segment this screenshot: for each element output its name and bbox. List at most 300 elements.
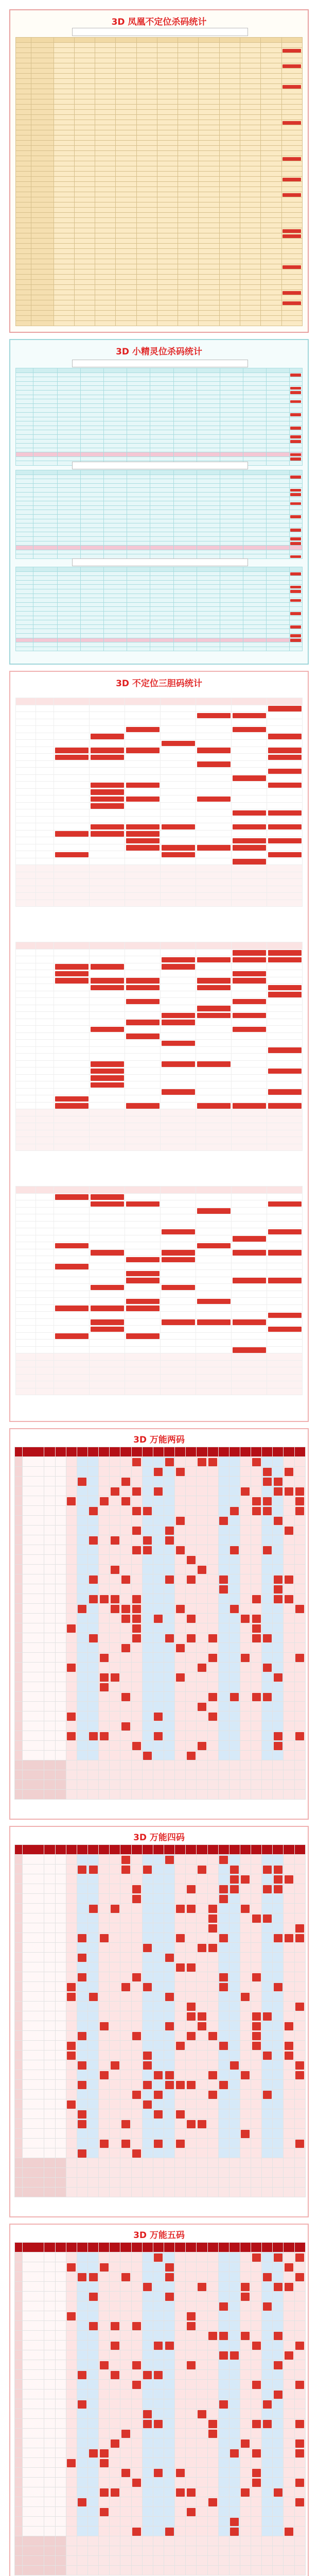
- hit-mark: [198, 1703, 206, 1711]
- table-row: [16, 571, 303, 576]
- table-cell: [196, 879, 232, 886]
- table-cell: [197, 1874, 207, 1884]
- table-cell: [266, 479, 289, 484]
- table-cell: [74, 43, 95, 48]
- table-cell: [33, 372, 58, 377]
- table-cell: [218, 1711, 229, 1721]
- table-cell: [220, 395, 243, 399]
- table-cell: [240, 1992, 251, 2002]
- table-cell: [23, 1780, 44, 1790]
- table-cell: [81, 629, 104, 634]
- table-cell: [218, 1506, 229, 1516]
- table-cell: [58, 633, 81, 638]
- table-row: [16, 94, 303, 99]
- table-cell: [87, 2119, 98, 2129]
- table-cell: [186, 1467, 197, 1477]
- table-cell: [161, 1088, 196, 1095]
- table-cell: [262, 1486, 273, 1496]
- hit-mark: [263, 1693, 272, 1701]
- table-cell: [33, 585, 58, 589]
- hit-mark: [55, 852, 89, 858]
- table-cell: [81, 395, 104, 399]
- table-cell: [164, 1467, 174, 1477]
- table-cell: [219, 63, 240, 69]
- table-cell: [273, 1913, 284, 1923]
- table-cell: [58, 377, 81, 382]
- table-cell: [36, 872, 54, 879]
- table-cell: [77, 1933, 87, 1943]
- table-cell: [218, 1663, 229, 1672]
- hit-mark: [233, 845, 266, 851]
- table-cell: [266, 571, 289, 576]
- table-cell: [23, 1516, 44, 1526]
- hit-mark: [274, 1478, 282, 1486]
- table-cell: [44, 1855, 55, 1865]
- table-cell: [218, 1770, 229, 1780]
- table-cell: [232, 1130, 267, 1137]
- table-cell: [220, 567, 243, 572]
- table-cell: [104, 403, 127, 408]
- table-cell: [267, 1012, 303, 1019]
- table-cell: [33, 452, 58, 457]
- table-cell: [150, 642, 173, 647]
- hit-mark: [132, 1895, 141, 1903]
- table-cell: [173, 492, 197, 497]
- hit-mark: [290, 489, 301, 492]
- table-cell: [44, 1623, 55, 1633]
- table-cell: [81, 523, 104, 528]
- table-cell: [127, 395, 150, 399]
- table-cell: [186, 1516, 197, 1526]
- table-cell: [266, 519, 289, 523]
- hit-mark: [268, 1089, 302, 1095]
- table-cell: [23, 2031, 44, 2041]
- table-cell: [220, 642, 243, 647]
- table-cell: [157, 38, 178, 43]
- table-cell: [240, 1516, 251, 1526]
- table-cell: [175, 1604, 186, 1614]
- table-cell: [54, 166, 74, 172]
- table-cell: [36, 1263, 54, 1270]
- hit-mark: [91, 748, 124, 753]
- table-cell: [240, 74, 261, 79]
- table-cell: [251, 1884, 262, 1894]
- hit-mark: [165, 1954, 174, 1962]
- table-cell: [266, 372, 289, 377]
- hit-mark: [78, 1934, 86, 1942]
- table-row: [15, 2050, 306, 2060]
- table-cell: [157, 99, 178, 105]
- table-cell: [173, 372, 197, 377]
- table-cell: [16, 1005, 36, 1012]
- table-cell: [142, 1633, 153, 1643]
- table-cell: [199, 74, 219, 79]
- table-cell: [243, 505, 266, 510]
- table-cell: [16, 1187, 36, 1194]
- table-cell: [186, 1731, 197, 1741]
- table-cell: [207, 1653, 218, 1663]
- table-cell: [58, 497, 81, 501]
- table-cell: [74, 84, 95, 89]
- table-cell: [267, 1228, 303, 1235]
- hit-mark: [154, 1615, 163, 1623]
- table-cell: [262, 1780, 273, 1790]
- table-cell: [262, 2011, 273, 2021]
- table-cell: [161, 782, 196, 789]
- table-cell: [261, 280, 281, 285]
- table-cell: [218, 1721, 229, 1731]
- table-cell: [127, 523, 150, 528]
- table-cell: [33, 514, 58, 519]
- table-cell: [90, 1270, 125, 1277]
- table-row: [16, 768, 303, 775]
- table-cell: [16, 571, 33, 576]
- table-cell: [77, 1555, 87, 1565]
- table-cell: [33, 386, 58, 391]
- table-cell: [219, 48, 240, 53]
- hit-mark: [263, 1507, 272, 1515]
- table-cell: [267, 1312, 303, 1319]
- table-cell: [31, 295, 54, 300]
- table-cell: [284, 1992, 294, 2002]
- table-cell: [81, 633, 104, 638]
- table-cell: [232, 719, 267, 726]
- table-cell: [87, 1604, 98, 1614]
- table-cell: [90, 844, 125, 851]
- hit-mark: [91, 1306, 124, 1311]
- table-cell: [197, 1663, 207, 1672]
- table-cell: [16, 900, 36, 907]
- table-cell: [197, 444, 220, 448]
- table-cell: [219, 53, 240, 58]
- table-cell: [74, 311, 95, 316]
- table-cell: [261, 99, 281, 105]
- table-cell: [131, 1884, 142, 1894]
- table-cell: [33, 421, 58, 426]
- table-cell: [199, 280, 219, 285]
- table-cell: [110, 1845, 120, 1855]
- table-cell: [90, 1228, 125, 1235]
- table-row: [15, 1923, 306, 1933]
- table-cell: [87, 1770, 98, 1780]
- table-cell: [44, 1962, 55, 1972]
- table-cell: [87, 1731, 98, 1741]
- hit-mark: [55, 1306, 89, 1311]
- table-cell: [16, 532, 33, 537]
- table-cell: [267, 1207, 303, 1214]
- table-cell: [164, 1496, 174, 1506]
- table-cell: [136, 172, 157, 177]
- hit-mark: [282, 291, 301, 295]
- table-cell: [54, 809, 90, 817]
- table-cell: [273, 1633, 284, 1643]
- table-cell: [164, 1790, 174, 1800]
- table-cell: [161, 970, 196, 977]
- table-cell: [219, 43, 240, 48]
- table-cell: [15, 1894, 23, 1904]
- table-cell: [16, 858, 36, 865]
- table-cell: [33, 399, 58, 404]
- table-cell: [150, 536, 173, 541]
- table-cell: [90, 1381, 125, 1388]
- table-cell: [16, 1054, 36, 1061]
- table-cell: [131, 1721, 142, 1731]
- table-cell: [81, 576, 104, 581]
- table-cell: [186, 1545, 197, 1555]
- hit-mark: [252, 2032, 261, 2040]
- table-row: [16, 1367, 303, 1375]
- table-row: [16, 99, 303, 105]
- table-cell: [157, 74, 178, 79]
- table-cell: [99, 1477, 110, 1486]
- table-cell: [261, 192, 281, 197]
- table-cell: [207, 1884, 218, 1894]
- table-cell: [16, 239, 31, 244]
- hit-mark: [165, 1993, 174, 2001]
- table-cell: [153, 2070, 164, 2080]
- table-cell: [16, 740, 36, 747]
- table-cell: [125, 1116, 161, 1123]
- table-cell: [267, 774, 303, 782]
- table-cell: [116, 233, 136, 239]
- hit-mark: [165, 1575, 174, 1584]
- table-cell: [284, 1721, 294, 1731]
- table-cell: [15, 1623, 23, 1633]
- hit-mark: [162, 824, 195, 830]
- table-cell: [173, 624, 197, 629]
- table-cell: [164, 1855, 174, 1865]
- table-cell: [197, 395, 220, 399]
- table-cell: [127, 638, 150, 642]
- table-cell: [196, 733, 232, 740]
- table-row: [15, 1633, 306, 1643]
- table-cell: [16, 1326, 36, 1333]
- table-cell: [157, 146, 178, 151]
- table-cell: [136, 306, 157, 311]
- table-cell: [219, 130, 240, 135]
- table-cell: [77, 1594, 87, 1604]
- table-cell: [87, 1457, 98, 1467]
- table-cell: [44, 1953, 55, 1962]
- table-cell: [284, 1865, 294, 1874]
- table-cell: [153, 2158, 164, 2168]
- table-cell: [16, 228, 31, 233]
- table-cell: [90, 872, 125, 879]
- table-cell: [196, 1005, 232, 1012]
- hit-mark: [233, 824, 266, 830]
- table-cell: [243, 620, 266, 625]
- table-cell: [136, 192, 157, 197]
- table-row: [15, 1943, 306, 1953]
- table-cell: [178, 192, 199, 197]
- table-cell: [207, 1643, 218, 1653]
- table-cell: [58, 448, 81, 452]
- table-cell: [142, 1663, 153, 1672]
- table-cell: [90, 747, 125, 754]
- table-cell: [178, 228, 199, 233]
- table-cell: [120, 1663, 131, 1672]
- table-cell: [127, 602, 150, 607]
- table-cell: [240, 1845, 251, 1855]
- table-cell: [218, 1751, 229, 1760]
- table-cell: [164, 1741, 174, 1751]
- hit-mark: [252, 2042, 261, 2050]
- table-cell: [173, 638, 197, 642]
- table-cell: [33, 444, 58, 448]
- table-cell: [207, 2060, 218, 2070]
- hit-mark: [100, 1497, 109, 1505]
- table-cell: [16, 377, 33, 382]
- table-cell: [161, 754, 196, 761]
- table-cell: [199, 213, 219, 218]
- table-cell: [131, 1711, 142, 1721]
- table-cell: [54, 177, 74, 182]
- table-cell: [15, 1884, 23, 1894]
- table-cell: [131, 1496, 142, 1506]
- hit-mark: [295, 1497, 304, 1505]
- table-cell: [284, 1845, 294, 1855]
- hit-mark: [230, 2061, 239, 2070]
- table-cell: [178, 48, 199, 53]
- table-cell: [95, 99, 116, 105]
- table-cell: [173, 399, 197, 404]
- table-row: [16, 254, 303, 259]
- table-cell: [81, 488, 104, 493]
- table-cell: [36, 865, 54, 872]
- table-cell: [90, 1005, 125, 1012]
- table-row: [16, 616, 303, 620]
- table-cell: [31, 264, 54, 269]
- table-cell: [77, 1535, 87, 1545]
- table-cell: [197, 439, 220, 444]
- section-title: 3D 万能两码: [133, 1435, 185, 1445]
- table-cell: [74, 218, 95, 223]
- hit-mark: [208, 1693, 217, 1701]
- table-cell: [16, 177, 31, 182]
- table-cell: [262, 1526, 273, 1535]
- table-cell: [153, 1516, 164, 1526]
- table-cell: [232, 712, 267, 719]
- table-cell: [186, 1477, 197, 1486]
- table-cell: [90, 1054, 125, 1061]
- table-cell: [196, 1388, 232, 1395]
- table-cell: [197, 1565, 207, 1574]
- table-cell: [240, 1711, 251, 1721]
- table-cell: [243, 439, 266, 444]
- table-cell: [81, 448, 104, 452]
- table-cell: [16, 395, 33, 399]
- table-cell: [175, 1943, 186, 1953]
- table-cell: [173, 426, 197, 430]
- table-cell: [58, 483, 81, 488]
- table-cell: [142, 2090, 153, 2099]
- table-cell: [284, 1486, 294, 1496]
- hit-mark: [252, 1914, 261, 1923]
- table-cell: [116, 120, 136, 125]
- table-cell: [262, 1623, 273, 1633]
- table-cell: [240, 1904, 251, 1913]
- table-cell: [54, 733, 90, 740]
- table-cell: [266, 585, 289, 589]
- table-cell: [232, 809, 267, 817]
- table-cell: [240, 306, 261, 311]
- table-cell: [240, 202, 261, 208]
- table-cell: [220, 501, 243, 506]
- table-cell: [251, 1535, 262, 1545]
- table-cell: [150, 439, 173, 444]
- table-cell: [54, 802, 90, 809]
- table-cell: [36, 816, 54, 823]
- table-cell: [229, 1555, 240, 1565]
- table-cell: [153, 1760, 164, 1770]
- table-cell: [136, 218, 157, 223]
- table-row: [16, 1040, 303, 1047]
- table-cell: [229, 1535, 240, 1545]
- table-row: [15, 2188, 306, 2197]
- table-cell: [127, 611, 150, 616]
- table-cell: [125, 1346, 161, 1353]
- table-cell: [54, 823, 90, 831]
- table-cell: [150, 426, 173, 430]
- table-cell: [95, 249, 116, 254]
- table-cell: [153, 1447, 164, 1457]
- table-cell: [294, 1790, 305, 1800]
- table-cell: [243, 452, 266, 457]
- table-cell: [219, 69, 240, 74]
- table-cell: [110, 1545, 120, 1555]
- table-cell: [131, 1751, 142, 1760]
- table-cell: [240, 218, 261, 223]
- table-row: [15, 2090, 306, 2099]
- table-cell: [207, 2070, 218, 2080]
- table-cell: [164, 1614, 174, 1623]
- table-cell: [87, 2129, 98, 2139]
- table-cell: [153, 1943, 164, 1953]
- table-cell: [267, 1095, 303, 1103]
- table-row: [16, 726, 303, 733]
- table-cell: [273, 1555, 284, 1565]
- table-cell: [66, 1467, 77, 1477]
- table-cell: [178, 239, 199, 244]
- table-cell: [196, 1228, 232, 1235]
- table-cell: [120, 1477, 131, 1486]
- table-cell: [262, 1711, 273, 1721]
- table-cell: [161, 1026, 196, 1033]
- table-cell: [87, 1741, 98, 1751]
- table-cell: [173, 629, 197, 634]
- table-cell: [74, 223, 95, 228]
- table-cell: [240, 182, 261, 187]
- table-cell: [199, 218, 219, 223]
- table-cell: [125, 1032, 161, 1040]
- table-cell: [281, 156, 302, 161]
- table-cell: [289, 386, 302, 391]
- table-cell: [87, 1574, 98, 1584]
- table-cell: [219, 254, 240, 259]
- table-cell: [229, 1486, 240, 1496]
- table-cell: [266, 510, 289, 515]
- table-cell: [125, 1242, 161, 1249]
- table-cell: [54, 1353, 90, 1361]
- table-cell: [251, 2080, 262, 2090]
- table-cell: [66, 1633, 77, 1643]
- table-cell: [164, 2050, 174, 2060]
- table-cell: [95, 105, 116, 110]
- table-cell: [284, 1555, 294, 1565]
- table-cell: [55, 1623, 66, 1633]
- table-cell: [196, 1200, 232, 1208]
- table-cell: [16, 616, 33, 620]
